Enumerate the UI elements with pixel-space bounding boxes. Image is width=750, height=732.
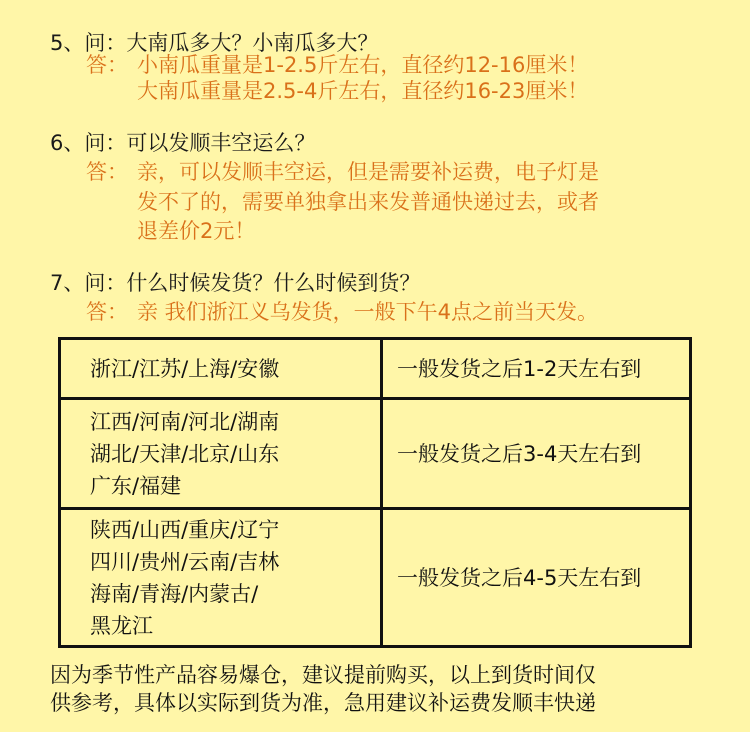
- faq-6-answer-label: 答：: [86, 160, 128, 184]
- faq-5-question: 5、问：大南瓜多大？小南瓜多大？: [50, 31, 379, 55]
- faq-6-question: 6、问：可以发顺丰空运么？: [50, 131, 316, 155]
- table-row: [60, 509, 691, 647]
- region-line: 江西/河南/河北/湖南: [90, 409, 280, 434]
- shipping-time-table: [58, 337, 692, 648]
- region-line: 四川/贵州/云南/吉林: [90, 549, 280, 574]
- note-line-1: 因为季节性产品容易爆仓，建议提前购买，以上到货时间仅: [50, 663, 596, 687]
- region-cell: [60, 339, 382, 399]
- delivery-time-cell: 一般发货之后4-5天左右到: [382, 509, 691, 647]
- region-cell: [60, 399, 382, 509]
- faq-7-answer-line-1: 亲 我们浙江义乌发货，一般下午4点之前当天发。: [137, 300, 599, 324]
- faq-5-answer-line-1: 小南瓜重量是1-2.5斤左右，直径约12-16厘米！: [137, 53, 589, 77]
- region-line: 黑龙江: [90, 613, 153, 638]
- faq-6-answer-line-3: 退差价2元！: [137, 219, 256, 243]
- faq-6-answer-line-1: 亲，可以发顺丰空运，但是需要补运费，电子灯是: [137, 160, 599, 184]
- region-line: 浙江/江苏/上海/安徽: [90, 356, 280, 381]
- faq-5-answer-label: 答：: [86, 53, 128, 77]
- delivery-time-cell: 一般发货之后3-4天左右到: [382, 399, 691, 509]
- table-row: [60, 399, 691, 509]
- note-line-2: 供参考，具体以实际到货为准，急用建议补运费发顺丰快递: [50, 691, 596, 715]
- faq-6-answer-line-2: 发不了的，需要单独拿出来发普通快递过去，或者: [137, 190, 599, 214]
- faq-7-question: 7、问：什么时候发货？什么时候到货？: [50, 271, 421, 295]
- faq-7-answer-label: 答：: [86, 300, 128, 324]
- region-cell: [60, 509, 382, 647]
- faq-5-answer-line-2: 大南瓜重量是2.5-4斤左右，直径约16-23厘米！: [137, 79, 589, 103]
- region-line: 广东/福建: [90, 473, 182, 498]
- table-row: [60, 339, 691, 399]
- region-line: 海南/青海/内蒙古/: [90, 581, 259, 606]
- region-line: 湖北/天津/北京/山东: [90, 441, 280, 466]
- region-line: 陕西/山西/重庆/辽宁: [90, 517, 280, 542]
- delivery-time-cell: 一般发货之后1-2天左右到: [382, 339, 691, 399]
